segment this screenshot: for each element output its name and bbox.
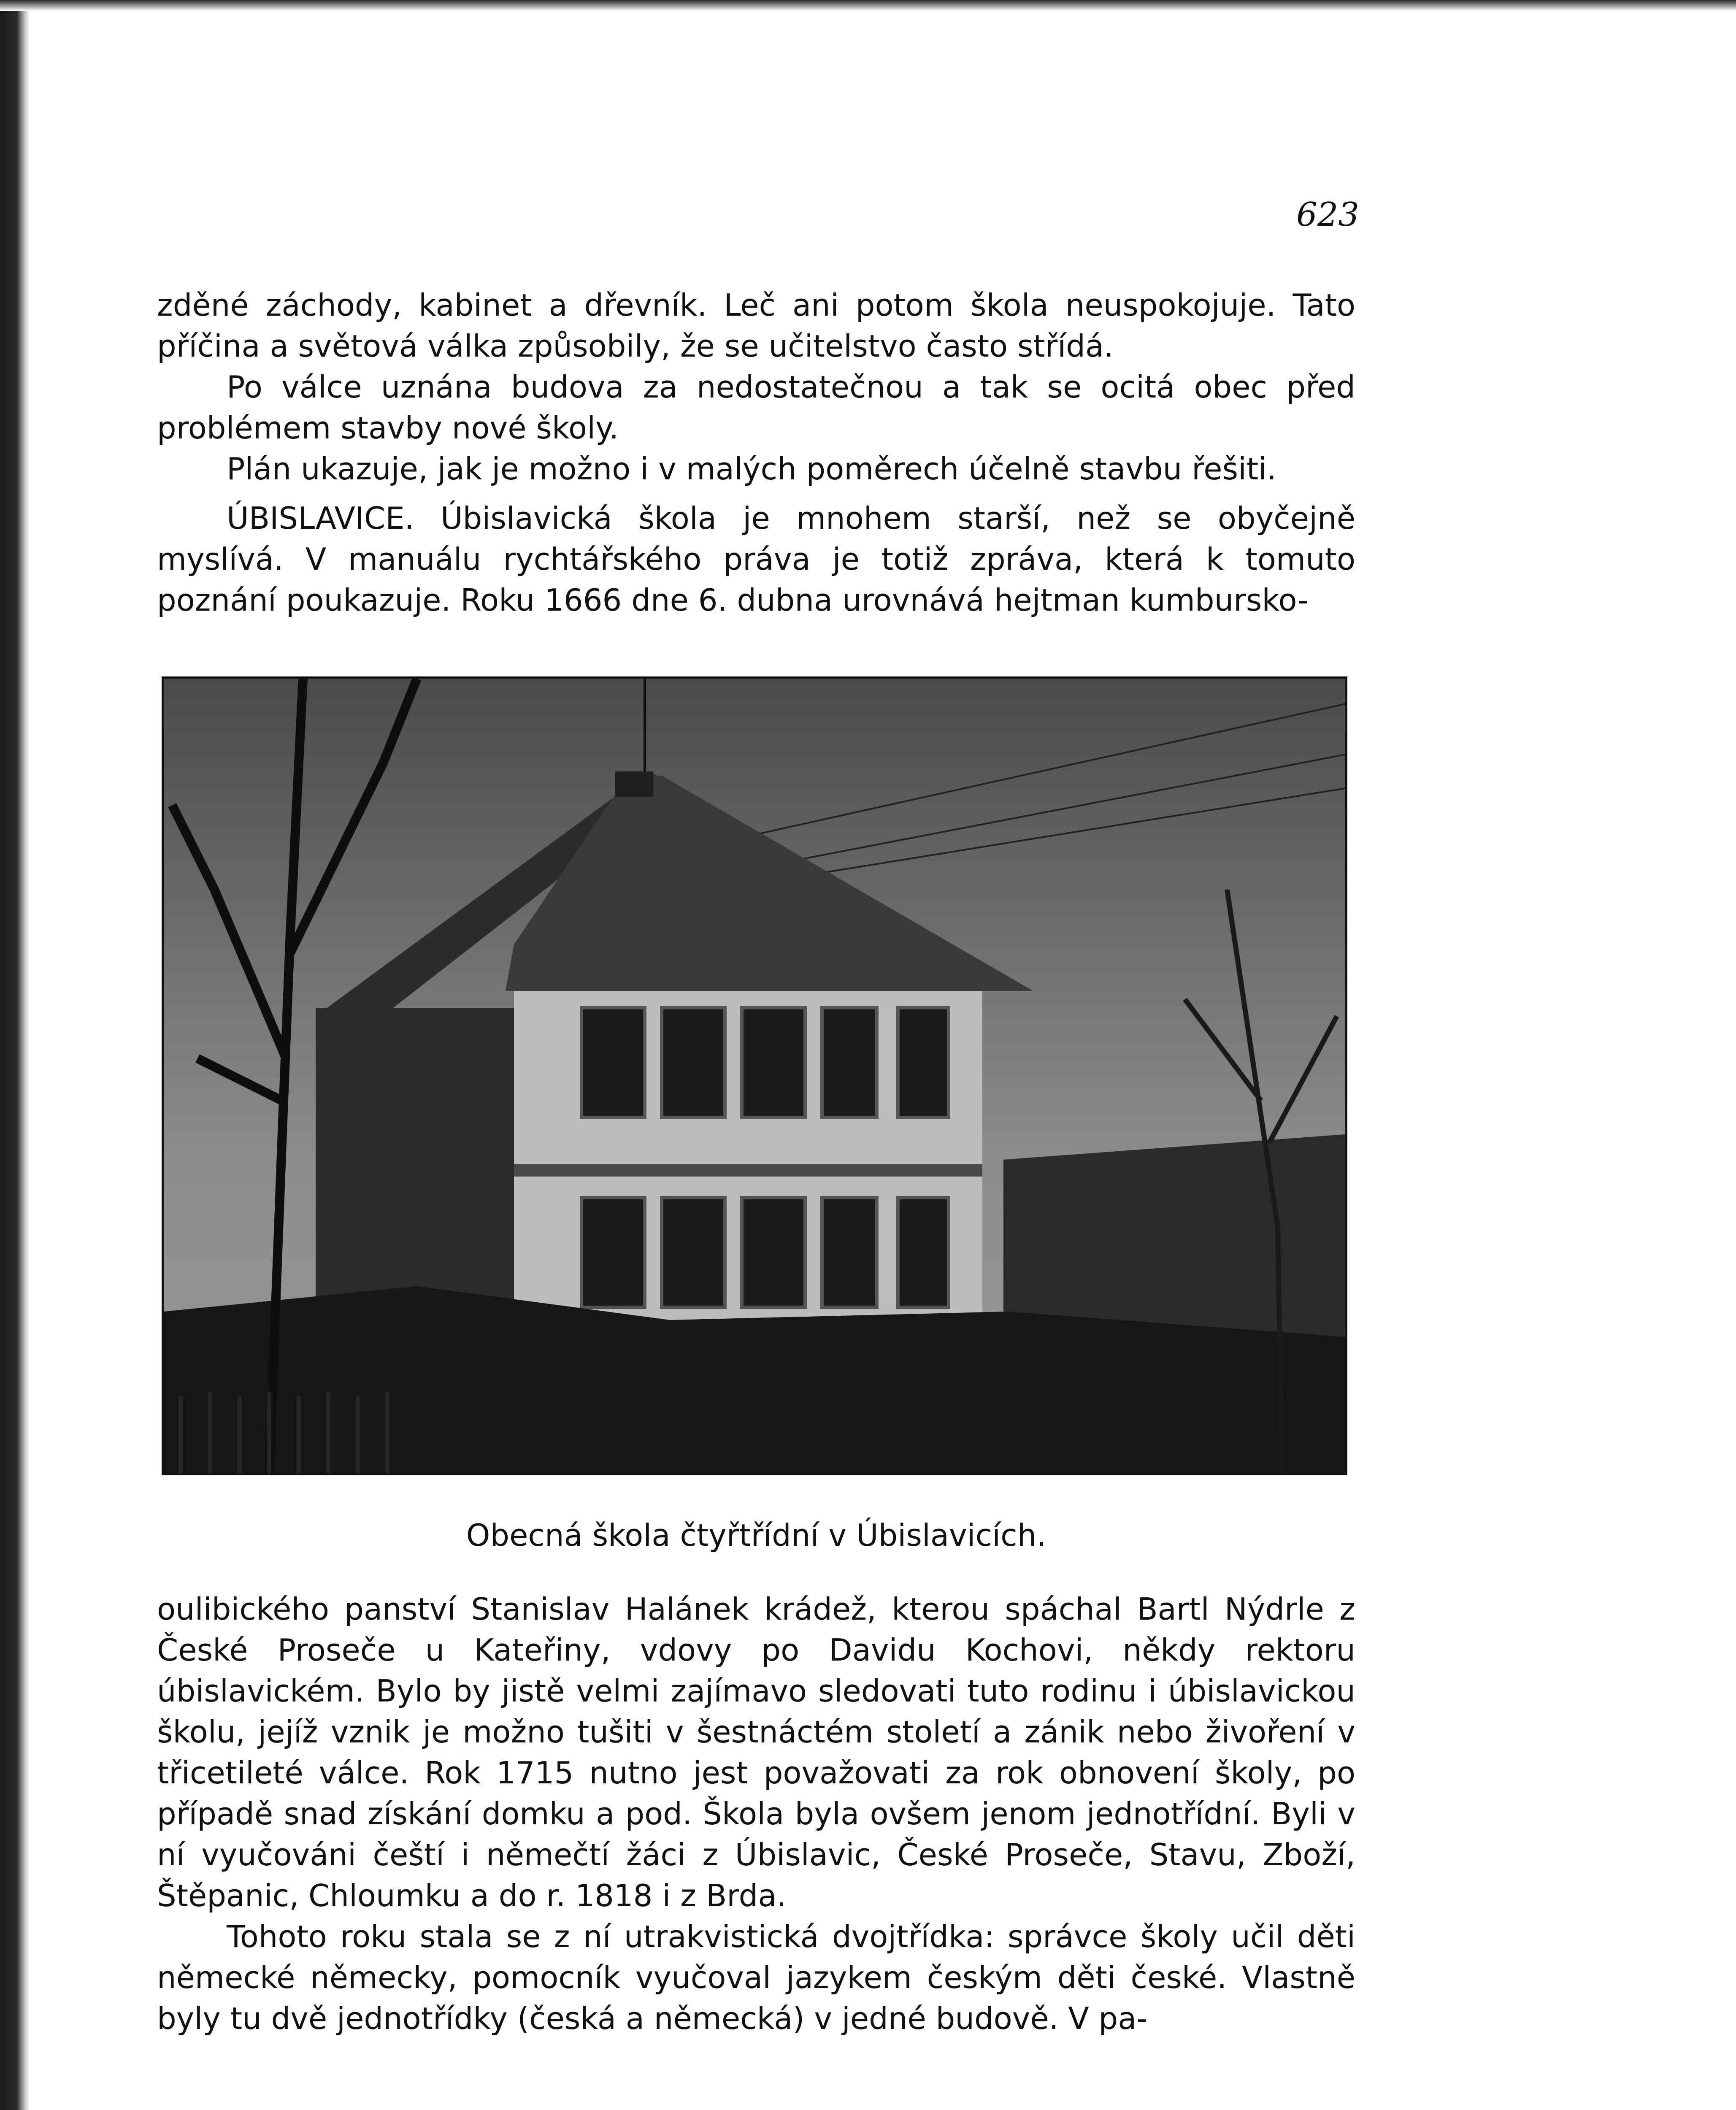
bottom-text-block: [157, 1589, 1355, 2039]
chimney: [615, 771, 653, 797]
scan-border-left: [0, 0, 30, 2110]
photo-illustration: [164, 679, 1345, 1473]
scan-border-top: [0, 0, 1736, 11]
facade-band: [514, 1164, 982, 1177]
section-heading-ubislavice: ÚBISLAVICE.: [227, 500, 414, 536]
top-text-block: [157, 285, 1355, 621]
house-side: [316, 1008, 514, 1328]
paragraph-3: Plán ukazuje, jak je možno i v malých poměrech účelně stavbu řešiti.: [227, 451, 1277, 487]
paragraph-5: oulibického panství Stanislav Halánek krádež, kterou spáchal Bartl Nýdrle z České Proseče u Kateřiny, vdovy po Davidu Kochovi, někdy rektoru úbislavickém. Bylo by jistě velmi zajímavo sledovati tuto rodinu i úbislavickou školu, jejíž vznik je možno tušiti v šestnáctém století a zánik nebo živoření v třicetileté válce. Rok 1715 nutno jest považovati za rok obnovení školy, po případě snad získání domku a pod. Škola byla ovšem jenom jednotřídní. Byli v ní vyučováni čeští i němečtí žáci z Úbislavic, České Proseče, Stavu, Zboží, Štěpanic, Chloumku a do r. 1818 i z Brda.: [157, 1591, 1355, 1913]
page-number: 623: [1296, 196, 1359, 234]
photo-caption: Obecná škola čtyřtřídní v Úbislavicích.: [466, 1518, 1046, 1553]
school-building-photo: [162, 676, 1347, 1475]
paragraph-4-body: Úbislavická škola je mnohem starší, než se obyčejně myslívá. V manuálu rychtářského práva je totiž zpráva, která k tomuto poznání poukazuje. Roku 1666 dne 6. dubna urovnává hejtman kumbursko-: [157, 500, 1355, 618]
paragraph-6: Tohoto roku stala se z ní utrakvistická dvojtřídka: správce školy učil děti německé německy, pomocník vyučoval jazykem českým děti české. Vlastně byly tu dvě jednotřídky (česká a německá) v jedné budově. V pa-: [157, 1919, 1355, 2036]
paragraph-1: zděné záchody, kabinet a dřevník. Leč ani potom škola neuspokojuje. Tato příčina a světová válka způsobily, že se učitelstvo často střídá.: [157, 287, 1355, 364]
paragraph-4: [157, 498, 1355, 621]
paragraph-2: Po válce uznána budova za nedostatečnou a tak se ocitá obec před problémem stavby nové školy.: [157, 369, 1355, 446]
